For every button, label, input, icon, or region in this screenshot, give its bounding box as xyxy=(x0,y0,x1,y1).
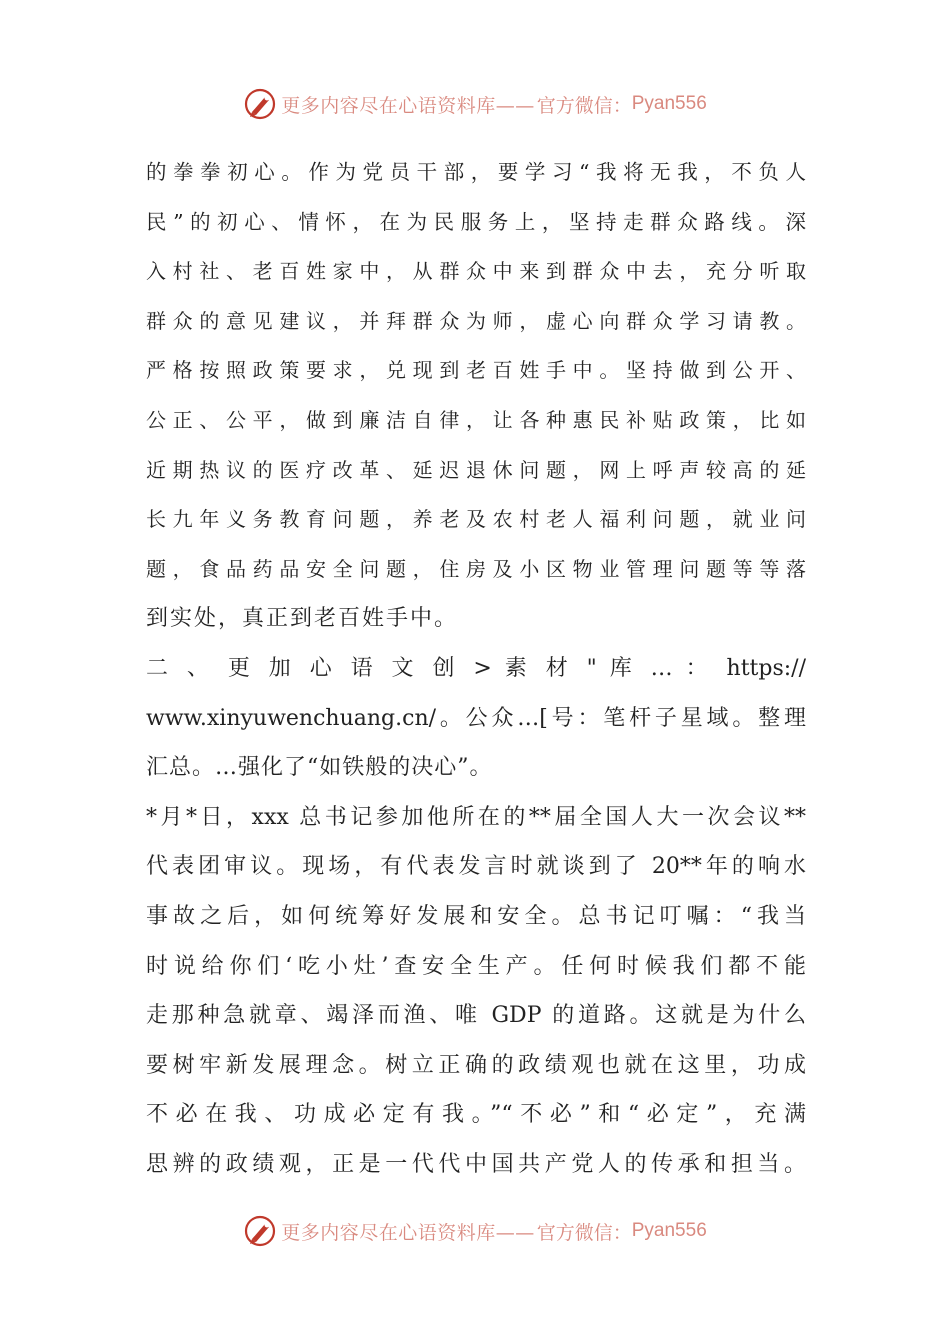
text-line: 汇总。…强化了“如铁般的决心”。 xyxy=(146,755,493,781)
text-line: 时说给你们‘吃小灶’查安全生产。任何时候我们都不能 xyxy=(146,953,806,979)
text-line: 事故之后，如何统筹好发展和安全。总书记叮嘱：“我当 xyxy=(146,903,806,929)
text-line: 到实处，真正到老百姓手中。 xyxy=(146,606,459,632)
banner-wechat-label: 官方微信： xyxy=(536,94,632,117)
banner-text: 更多内容尽在心语资料库—— xyxy=(281,1221,535,1244)
header-watermark-banner xyxy=(0,82,950,126)
text-line: 长 九 年 义 务 教 育 问 题 ， 养 老 及 农 村 老 人 福 利 问 题 ， 就 业 问 xyxy=(146,507,806,532)
text-line: 要树牢新发展理念。树立正确的政绩观也就在这里，功成 xyxy=(146,1052,806,1078)
pen-logo-icon xyxy=(243,87,277,121)
text-line: 不必在我、功成必定有我。”“不必”和“必定”，充满 xyxy=(146,1102,806,1128)
footer-watermark-banner xyxy=(0,1209,950,1253)
text-line: 代表团审议。现场，有代表发言时就谈到了 20**年的响水 xyxy=(146,854,806,880)
text-line: www.xinyuwenchuang.cn/。公众…[号：笔杆子星域。整理 xyxy=(146,705,806,731)
section-heading-line: 二 、 更 加 心 语 文 创 > 素 材 " 库 … ： https:// xyxy=(146,655,806,681)
banner-wechat-id: Pyan556 xyxy=(631,1220,707,1241)
banner-wechat-id: Pyan556 xyxy=(631,93,707,114)
banner-text: 更多内容尽在心语资料库—— xyxy=(281,94,535,117)
pen-logo-icon xyxy=(243,1214,277,1248)
text-line: 公 正 、 公 平 ， 做 到 廉 洁 自 律 ， 让 各 种 惠 民 补 贴 政 策 ， 比 如 xyxy=(146,407,806,432)
text-line: 民 ” 的 初 心 、 情 怀 ， 在 为 民 服 务 上 ， 坚 持 走 群 众 路 线 。 深 xyxy=(146,209,806,234)
text-line: 思辨的政绩观，正是一代代中国共产党人的传承和担当。 xyxy=(146,1151,806,1177)
text-line: 群 众 的 意 见 建 议 ， 并 拜 群 众 为 师 ， 虚 心 向 群 众 学 习 请 教 。 xyxy=(146,308,806,333)
document-body xyxy=(146,148,806,1189)
text-line: 入 村 社 、 老 百 姓 家 中 ， 从 群 众 中 来 到 群 众 中 去 ， 充 分 听 取 xyxy=(146,259,806,284)
text-line: 的 拳 拳 初 心 。 作 为 党 员 干 部 ， 要 学 习 “ 我 将 无 我 ， 不 负 人 xyxy=(146,160,806,184)
text-line: 严 格 按 照 政 策 要 求 ， 兑 现 到 老 百 姓 手 中 。 坚 持 做 到 公 开 、 xyxy=(146,358,806,383)
text-line: *月*日，xxx 总书记参加他所在的**届全国人大一次会议** xyxy=(146,804,806,830)
text-line: 近 期 热 议 的 医 疗 改 革 、 延 迟 退 休 问 题 ， 网 上 呼 声 较 高 的 延 xyxy=(146,457,806,482)
text-line: 题 ， 食 品 药 品 安 全 问 题 ， 住 房 及 小 区 物 业 管 理 问 题 等 等 落 xyxy=(146,556,806,581)
banner-wechat-label: 官方微信： xyxy=(536,1221,632,1244)
text-line: 走那种急就章、竭泽而渔、唯 GDP 的道路。这就是为什么 xyxy=(146,1003,806,1029)
